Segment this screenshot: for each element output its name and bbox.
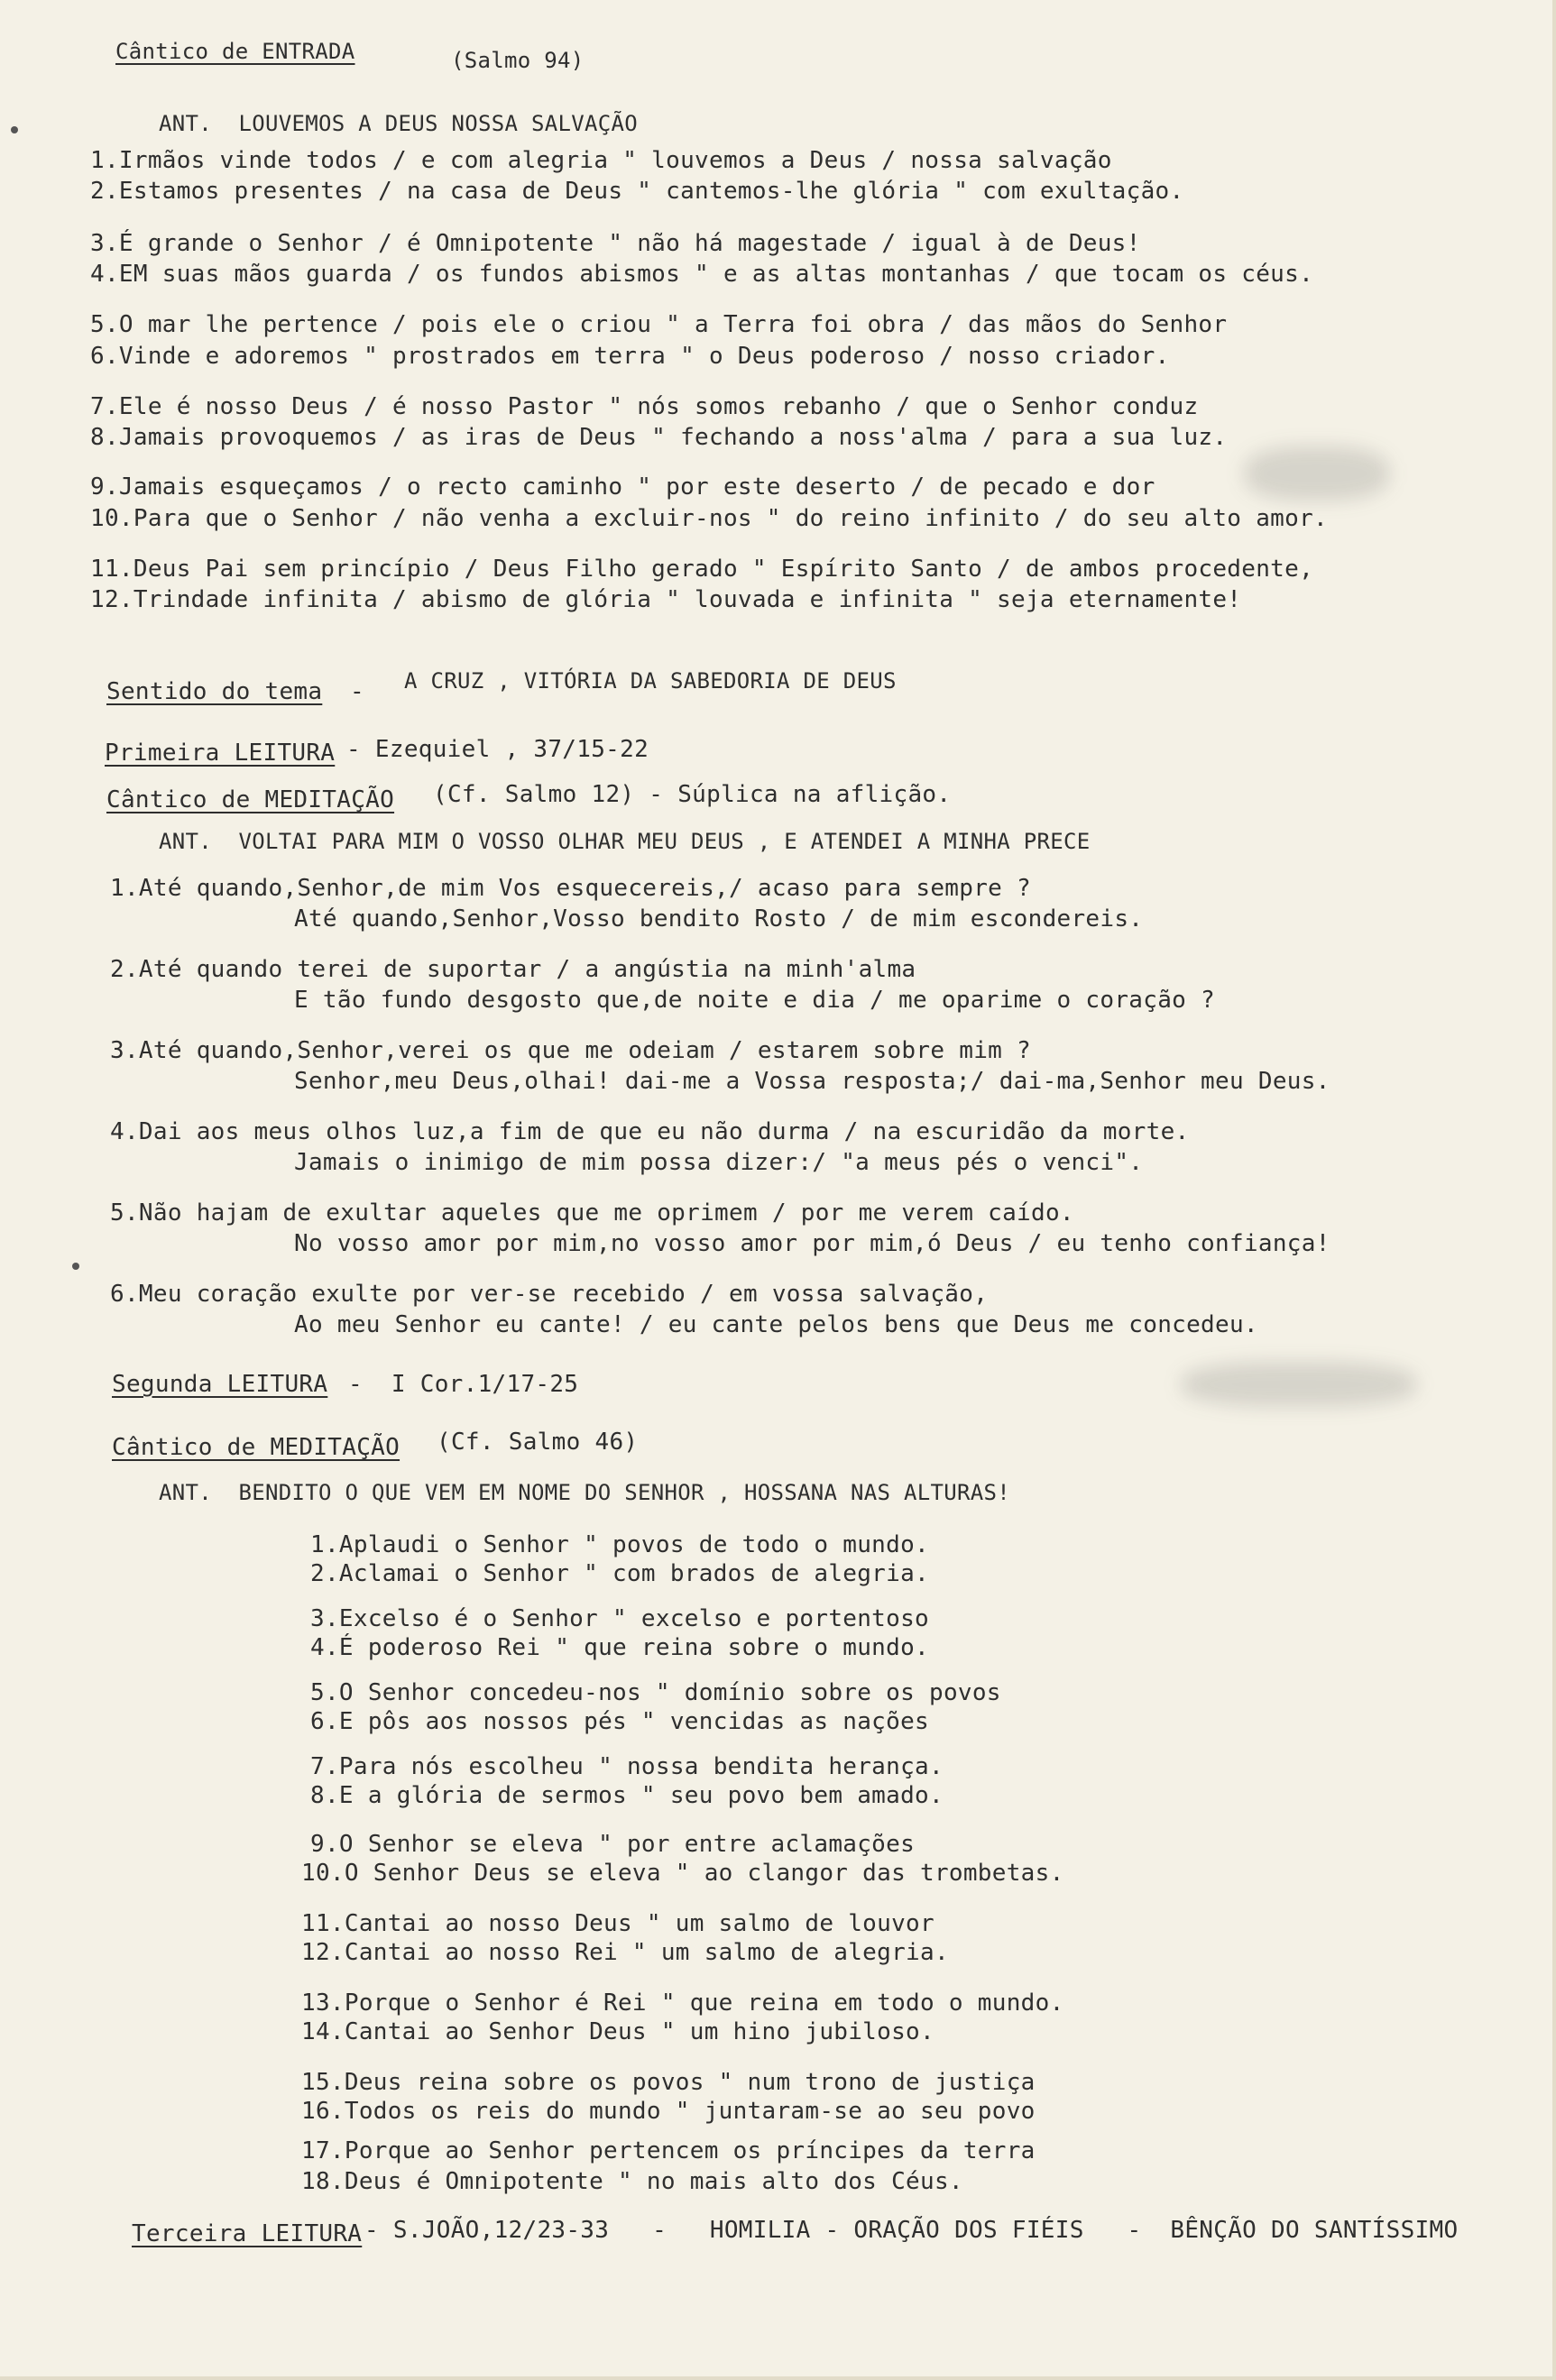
meditacao1-verse: E tão fundo desgosto que,de noite e dia / me oparime o coração ?: [294, 987, 1216, 1014]
meditacao1-verse: 3.Até quando,Senhor,verei os que me odeiam / estarem sobre mim ?: [110, 1037, 1032, 1064]
meditacao1-verse: 6.Meu coração exulte por ver-se recebido / em vossa salvação,: [110, 1281, 989, 1308]
meditacao1-verse: 5.Não hajam de exultar aqueles que me oprimem / por me verem caído.: [110, 1199, 1074, 1227]
meditacao1-verse: Senhor,meu Deus,olhai! dai-me a Vossa resposta;/ dai-ma,Senhor meu Deus.: [294, 1068, 1330, 1095]
entrada-verse: 10.Para que o Senhor / não venha a excluir-nos " do reino infinito / do seu alto amor.: [90, 505, 1328, 532]
meditacao2-verse: 16.Todos os reis do mundo " juntaram-se ao seu povo: [301, 2098, 1036, 2125]
meditacao2-text: (Cf. Salmo 46): [437, 1429, 639, 1456]
meditacao1-verse: 2.Até quando terei de suportar / a angústia na minh'alma: [110, 956, 916, 983]
meditacao2-verse: 11.Cantai ao nosso Deus " um salmo de louvor: [301, 1910, 935, 1937]
entrada-verse: 6.Vinde e adoremos " prostrados em terra " o Deus poderoso / nosso criador.: [90, 343, 1170, 370]
meditacao2-verse: 17.Porque ao Senhor pertencem os príncipes da terra: [301, 2137, 1036, 2164]
primeira-text: - Ezequiel , 37/15-22: [346, 736, 649, 763]
tema-label: Sentido do tema: [106, 678, 323, 705]
entrada-verse: 5.O mar lhe pertence / pois ele o criou " a Terra foi obra / das mãos do Senhor: [90, 311, 1228, 338]
ink-smudge: [1245, 446, 1389, 501]
ink-smudge: [1182, 1362, 1416, 1407]
meditacao2-verse: 9.O Senhor se eleva " por entre aclamações: [310, 1831, 916, 1858]
meditacao1-verse: 4.Dai aos meus olhos luz,a fim de que eu não durma / na escuridão da morte.: [110, 1118, 1190, 1145]
meditacao1-verse: Até quando,Senhor,Vosso bendito Rosto / de mim escondereis.: [294, 905, 1144, 933]
primeira-label: Primeira LEITURA: [105, 740, 336, 767]
entrada-heading: Cântico de ENTRADA: [115, 39, 355, 64]
meditacao2-verse: 6.E pôs aos nossos pés " vencidas as nações: [310, 1708, 929, 1735]
entrada-verse: 12.Trindade infinita / abismo de glória " louvada e infinita " seja eternamente!: [90, 586, 1242, 613]
tema-separator: -: [350, 678, 364, 705]
meditacao1-verse: 1.Até quando,Senhor,de mim Vos esquecereis,/ acaso para sempre ?: [110, 875, 1032, 902]
entrada-verse: 7.Ele é nosso Deus / é nosso Pastor " nós somos rebanho / que o Senhor conduz: [90, 393, 1199, 420]
meditacao2-verse: 8.E a glória de sermos " seu povo bem amado.: [310, 1782, 944, 1809]
entrada-verse: 4.EM suas mãos guarda / os fundos abismos " e as altas montanhas / que tocam os céus.: [90, 261, 1314, 288]
tema-text: A CRUZ , VITÓRIA DA SABEDORIA DE DEUS: [404, 668, 897, 694]
entrada-verse: 9.Jamais esqueçamos / o recto caminho " por este deserto / de pecado e dor: [90, 473, 1155, 501]
meditacao2-verse: 12.Cantai ao nosso Rei " um salmo de alegria.: [301, 1939, 949, 1966]
meditacao2-verse: 1.Aplaudi o Senhor " povos de todo o mundo.: [310, 1531, 929, 1558]
hole-mark: [11, 126, 18, 133]
meditacao2-verse: 5.O Senhor concedeu-nos " domínio sobre os povos: [310, 1679, 1001, 1706]
hole-mark: [72, 1263, 79, 1270]
meditacao2-verse: 7.Para nós escolheu " nossa bendita herança.: [310, 1753, 944, 1780]
meditacao2-verse: 15.Deus reina sobre os povos " num trono de justiça: [301, 2069, 1036, 2096]
entrada-verse: 2.Estamos presentes / na casa de Deus " cantemos-lhe glória " com exultação.: [90, 178, 1184, 205]
meditacao2-verse: 4.É poderoso Rei " que reina sobre o mundo.: [310, 1634, 929, 1661]
meditacao1-verse: No vosso amor por mim,no vosso amor por mim,ó Deus / eu tenho confiança!: [294, 1230, 1330, 1257]
entrada-verse: 8.Jamais provoquemos / as iras de Deus " fechando a noss'alma / para a sua luz.: [90, 424, 1228, 451]
entrada-antiphon: ANT. LOUVEMOS A DEUS NOSSA SALVAÇÃO: [159, 111, 638, 136]
meditacao1-verse: Ao meu Senhor eu cante! / eu cante pelos bens que Deus me concedeu.: [294, 1311, 1258, 1338]
entrada-verse: 1.Irmãos vinde todos / e com alegria " louvemos a Deus / nossa salvação: [90, 147, 1112, 174]
terceira-label: Terceira LEITURA: [132, 2220, 363, 2247]
meditacao1-heading: Cântico de MEDITAÇÃO: [106, 786, 395, 813]
segunda-text: - I Cor.1/17-25: [348, 1371, 579, 1398]
meditacao2-verse: 13.Porque o Senhor é Rei " que reina em todo o mundo.: [301, 1989, 1064, 2017]
entrada-verse: 3.É grande o Senhor / é Omnipotente " não há magestade / igual à de Deus!: [90, 230, 1141, 257]
meditacao2-verse: 3.Excelso é o Senhor " excelso e portentoso: [310, 1605, 929, 1632]
meditacao2-verse: 10.O Senhor Deus se eleva " ao clangor das trombetas.: [301, 1860, 1064, 1887]
meditacao2-antiphon: ANT. BENDITO O QUE VEM EM NOME DO SENHOR , HOSSANA NAS ALTURAS!: [159, 1480, 1010, 1505]
meditacao1-antiphon: ANT. VOLTAI PARA MIM O VOSSO OLHAR MEU DEUS , E ATENDEI A MINHA PRECE: [159, 829, 1091, 854]
segunda-label: Segunda LEITURA: [112, 1371, 328, 1398]
meditacao2-heading: Cântico de MEDITAÇÃO: [112, 1434, 401, 1461]
meditacao1-text: (Cf. Salmo 12) - Súplica na aflição.: [433, 781, 952, 808]
terceira-text: - S.JOÃO,12/23-33 - HOMILIA - ORAÇÃO DOS FIÉIS - BÊNÇÃO DO SANTÍSSIMO: [364, 2217, 1459, 2244]
meditacao1-verse: Jamais o inimigo de mim possa dizer:/ "a meus pés o venci".: [294, 1149, 1144, 1176]
entrada-psalm: (Salmo 94): [451, 48, 585, 73]
entrada-verse: 11.Deus Pai sem princípio / Deus Filho gerado " Espírito Santo / de ambos procedente,: [90, 556, 1314, 583]
meditacao2-verse: 2.Aclamai o Senhor " com brados de alegria.: [310, 1560, 929, 1587]
meditacao2-verse: 18.Deus é Omnipotente " no mais alto dos Céus.: [301, 2168, 963, 2195]
meditacao2-verse: 14.Cantai ao Senhor Deus " um hino jubiloso.: [301, 2018, 935, 2045]
